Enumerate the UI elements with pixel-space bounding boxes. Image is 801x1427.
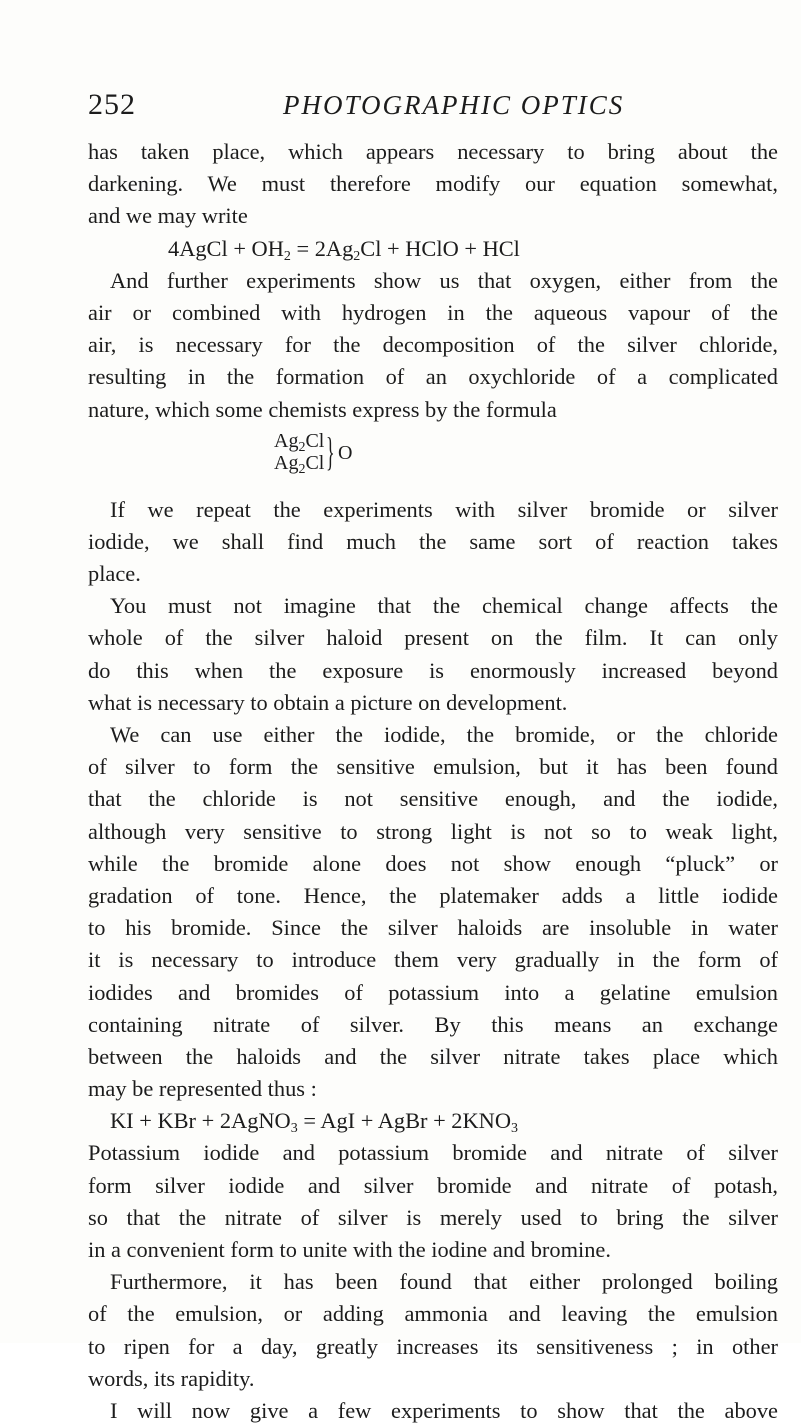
text-line: of silver to form the sensitive emulsion, but it has been found <box>88 754 778 780</box>
eq-part: 4AgCl + OH <box>168 235 284 261</box>
text-line: do this when the exposure is enormously increased beyond <box>88 657 778 683</box>
paragraph-7 <box>88 1266 778 1395</box>
page-header <box>88 88 778 128</box>
text-line: If we repeat the experiments with silver bromide or silver <box>110 496 778 522</box>
text-line: You must not imagine that the chemical change affects the <box>110 593 778 619</box>
text-line: may be represented thus : <box>88 1076 317 1102</box>
text-line: whole of the silver haloid present on the film. It can only <box>88 625 778 651</box>
text-line: I will now give a few experiments to show that the above <box>110 1397 778 1423</box>
eq-part: Cl + HClO + HCl <box>360 235 520 261</box>
text-line: to ripen for a day, greatly increases its sensitiveness ; in other <box>88 1333 778 1359</box>
text-line: it is necessary to introduce them very gradually in the form of <box>88 947 778 973</box>
text-line: nature, which some chemists express by the formula <box>88 396 557 422</box>
text-line: containing nitrate of silver. By this means an exchange <box>88 1011 778 1037</box>
paragraph-2 <box>88 265 778 426</box>
paragraph-3 <box>88 494 778 591</box>
eq-part: = AgI + AgBr + 2KNO <box>297 1108 512 1134</box>
text-line: although very sensitive to strong light is not so to weak light, <box>88 818 778 844</box>
equation-potassium-silver-nitrate <box>88 1105 778 1137</box>
text-line: and we may write <box>88 203 248 229</box>
text-line: We can use either the iodide, the bromide, or the chloride <box>110 722 778 747</box>
formula-oxygen: O <box>338 441 353 464</box>
text-line: Furthermore, it has been found that either prolonged boiling <box>110 1269 778 1295</box>
text-line: form silver iodide and silver bromide and nitrate of potash, <box>88 1172 778 1198</box>
equation-silver-chloride <box>88 233 778 265</box>
text-line: while the bromide alone does not show enough “pluck” or <box>88 850 778 876</box>
text-line: that the chloride is not sensitive enough, and the iodide, <box>88 786 778 812</box>
eq-part: = 2Ag <box>290 235 354 261</box>
formula-line-2: $Ag_2Cl$ <box>274 451 325 477</box>
text-line: what is necessary to obtain a picture on development. <box>88 689 568 715</box>
page-body <box>88 136 778 1427</box>
text-line: has taken place, which appears necessary to bring about the <box>88 139 778 164</box>
oxychloride-formula <box>88 430 778 494</box>
eq-subscript: 2 <box>353 248 361 264</box>
text-line: darkening. We must therefore modify our equation somewhat, <box>88 171 778 197</box>
paragraph-6 <box>88 1137 778 1266</box>
text-line: air or combined with hydrogen in the aqueous vapour of the <box>88 299 778 325</box>
text-line: air, is necessary for the decomposition of the silver chloride, <box>88 332 778 358</box>
text-line: in a convenient form to unite with the iodine and bromine. <box>88 1237 611 1262</box>
formula-line-1: $Ag_2Cl$ <box>274 429 325 455</box>
text-line: gradation of tone. Hence, the platemaker adds a little iodide <box>88 882 778 908</box>
paragraph-5 <box>88 719 778 1105</box>
text-line: resulting in the formation of an oxychloride of a complicated <box>88 364 778 390</box>
text-line: so that the nitrate of silver is merely used to bring the silver <box>88 1204 778 1230</box>
text-line: place. <box>88 561 141 587</box>
text-line: of the emulsion, or adding ammonia and leaving the emulsion <box>88 1301 778 1327</box>
text-line: Potassium iodide and potassium bromide and nitrate of silver <box>88 1140 778 1166</box>
formula-brace: } <box>326 428 335 474</box>
eq-subscript: 2 <box>283 248 291 264</box>
paragraph-4 <box>88 590 778 719</box>
text-line: between the haloids and the silver nitrate takes place which <box>88 1043 778 1069</box>
paragraph-8 <box>88 1395 778 1427</box>
text-line: to his bromide. Since the silver haloids are insoluble in water <box>88 915 778 941</box>
text-line: words, its rapidity. <box>88 1365 255 1391</box>
paragraph-1 <box>88 136 778 233</box>
eq-part: KI + KBr + 2AgNO <box>110 1108 291 1134</box>
running-head: PHOTOGRAPHIC OPTICS <box>283 90 625 120</box>
eq-subscript: 3 <box>290 1121 298 1137</box>
text-line: iodides and bromides of potassium into a gelatine emulsion <box>88 979 778 1005</box>
text-line: iodide, we shall find much the same sort of reaction takes <box>88 528 778 554</box>
text-line: And further experiments show us that oxygen, either from the <box>110 267 778 293</box>
page-number: 252 <box>88 88 136 121</box>
eq-subscript: 3 <box>511 1121 519 1137</box>
